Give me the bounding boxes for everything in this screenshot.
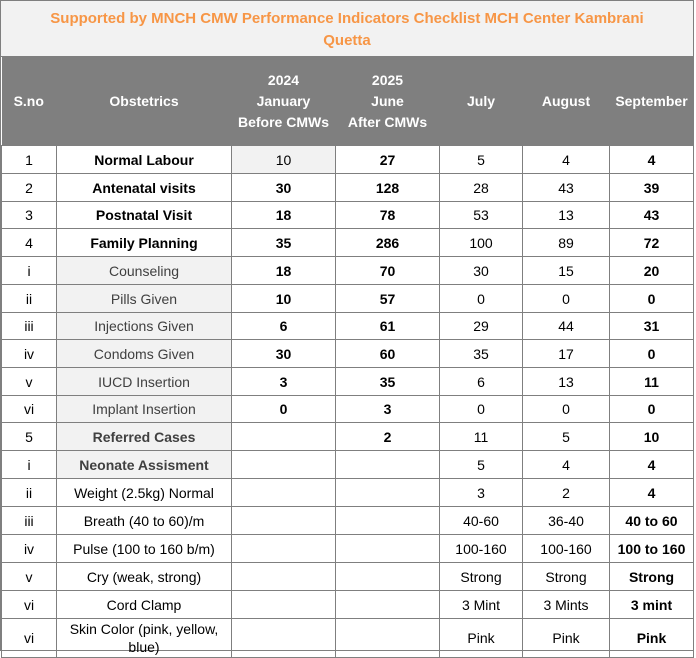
cell-august: 4 [523,146,610,174]
cell-2025 [336,591,440,619]
cell-august: 2 [523,479,610,507]
header-obstetrics: Obstetrics [57,58,232,146]
cell-july: 29 [440,313,523,340]
cell-2025: 128 [336,174,440,202]
cell-sno: vi [2,591,57,619]
cell-2024 [232,535,336,563]
cell-sno: 5 [2,423,57,451]
table-row [2,202,694,229]
cell-july: 53 [440,202,523,229]
cell-label: Cry (weak, strong) [57,563,232,591]
indicators-table [1,57,694,658]
table-row [2,619,694,658]
cell-2024: 18 [232,257,336,285]
header-2024-month: January [256,93,311,109]
cell-2025 [336,563,440,591]
cell-july: Pink [440,619,523,658]
cell-sno: iv [2,340,57,368]
cell-label: Antenatal visits [57,174,232,202]
cell-august: Strong [523,563,610,591]
cell-2025 [336,479,440,507]
cell-2025: 61 [336,313,440,340]
cell-sno: i [2,257,57,285]
header-2024 [232,58,336,146]
cell-july: 0 [440,285,523,313]
cell-label: Weight (2.5kg) Normal [57,479,232,507]
cell-july: Strong [440,563,523,591]
cell-september: 11 [610,368,694,396]
header-2024-year: 2024 [267,72,300,88]
table-row [2,423,694,451]
cell-july: 5 [440,146,523,174]
cell-2024: 10 [232,285,336,313]
cell-july: 35 [440,340,523,368]
cell-july: 40-60 [440,507,523,535]
cell-august: 15 [523,257,610,285]
cell-september: 40 to 60 [610,507,694,535]
header-sno: S.no [2,58,57,146]
cell-2024 [232,563,336,591]
cell-august: 89 [523,229,610,257]
cell-label: Condoms Given [57,340,232,368]
cell-label: Family Planning [57,229,232,257]
table-row [2,396,694,423]
cell-label: Pills Given [57,285,232,313]
cell-2024: 6 [232,313,336,340]
cell-label: Implant Insertion [57,396,232,423]
table-row [2,368,694,396]
cell-2024 [232,619,336,658]
cell-august: 36-40 [523,507,610,535]
cell-september: 0 [610,285,694,313]
header-2025-month: June [371,93,404,109]
cell-august: 3 Mints [523,591,610,619]
cell-2024: 30 [232,340,336,368]
cell-2025: 3 [336,396,440,423]
cell-september: 43 [610,202,694,229]
cell-label: Breath (40 to 60)/m [57,507,232,535]
cell-july: 100-160 [440,535,523,563]
cell-august: 4 [523,451,610,479]
cell-2025 [336,535,440,563]
table-row [2,229,694,257]
title-line-2: Quetta [323,32,371,49]
cell-july: 6 [440,368,523,396]
cell-sno: vi [2,619,57,658]
cell-july: 3 Mint [440,591,523,619]
table-row [2,479,694,507]
cell-2024: 0 [232,396,336,423]
table-row [2,285,694,313]
cell-july: 5 [440,451,523,479]
cell-july: 11 [440,423,523,451]
cell-label: Cord Clamp [57,591,232,619]
cell-september: 4 [610,479,694,507]
cell-sno: 4 [2,229,57,257]
cell-2025: 2 [336,423,440,451]
header-2025-note: After CMWs [347,114,428,130]
cell-sno: i [2,451,57,479]
title-line-1: Supported by MNCH CMW Performance Indicators Checklist MCH Center Kambrani [50,10,644,27]
table-row [2,340,694,368]
cell-july: 3 [440,479,523,507]
table-row [2,257,694,285]
cell-label: Neonate Assisment [57,451,232,479]
cell-2024 [232,423,336,451]
table-row [2,313,694,340]
cell-2025: 35 [336,368,440,396]
header-2025-year: 2025 [371,72,404,88]
cell-2025 [336,451,440,479]
cell-september: Pink [610,619,694,658]
cell-2025: 78 [336,202,440,229]
cell-2025: 70 [336,257,440,285]
cell-2025: 27 [336,146,440,174]
cell-sno: ii [2,285,57,313]
cell-september: 39 [610,174,694,202]
cell-sno: vi [2,396,57,423]
table-row [2,146,694,174]
cell-label: Pulse (100 to 160 b/m) [57,535,232,563]
header-september: September [610,58,694,146]
cell-label: Postnatal Visit [57,202,232,229]
cell-august: 43 [523,174,610,202]
cell-2025 [336,619,440,658]
cell-label: Skin Color (pink, yellow, blue) [57,619,232,658]
table-row [2,451,694,479]
cell-july: 0 [440,396,523,423]
cell-sno: 2 [2,174,57,202]
cell-september: 4 [610,146,694,174]
cell-sno: iii [2,507,57,535]
cell-september: 10 [610,423,694,451]
cell-sno: iii [2,313,57,340]
cell-september: Strong [610,563,694,591]
cell-label: Referred Cases [57,423,232,451]
cell-august: 5 [523,423,610,451]
cell-august: Pink [523,619,610,658]
table-row [2,535,694,563]
cell-label: IUCD Insertion [57,368,232,396]
cell-august: 0 [523,396,610,423]
cell-2025: 57 [336,285,440,313]
cell-august: 0 [523,285,610,313]
cell-july: 28 [440,174,523,202]
cell-august: 44 [523,313,610,340]
cell-september: 3 mint [610,591,694,619]
cell-september: 72 [610,229,694,257]
cell-sno: ii [2,479,57,507]
cell-august: 17 [523,340,610,368]
cell-2024: 10 [232,146,336,174]
cell-label: Injections Given [57,313,232,340]
cell-2024: 3 [232,368,336,396]
header-2024-note: Before CMWs [237,114,329,130]
cell-2024 [232,479,336,507]
cell-august: 13 [523,202,610,229]
header-2025 [336,58,440,146]
cell-july: 100 [440,229,523,257]
cell-september: 20 [610,257,694,285]
cell-sno: 3 [2,202,57,229]
cell-september: 4 [610,451,694,479]
cell-sno: iv [2,535,57,563]
cell-july: 30 [440,257,523,285]
cell-label: Normal Labour [57,146,232,174]
cell-2025: 286 [336,229,440,257]
header-july: July [440,58,523,146]
header-august: August [523,58,610,146]
cell-august: 100-160 [523,535,610,563]
cell-sno: 1 [2,146,57,174]
header-row [2,58,694,146]
cell-2024 [232,591,336,619]
cell-september: 100 to 160 [610,535,694,563]
table-row [2,591,694,619]
table-row [2,174,694,202]
cell-august: 13 [523,368,610,396]
cell-2025 [336,507,440,535]
cell-2024 [232,507,336,535]
cell-sno: v [2,368,57,396]
cell-september: 0 [610,340,694,368]
cell-september: 31 [610,313,694,340]
table-row [2,507,694,535]
sheet-title [1,1,693,57]
cell-2024 [232,451,336,479]
cell-2025: 60 [336,340,440,368]
cell-sno: v [2,563,57,591]
cell-2024: 18 [232,202,336,229]
cell-2024: 35 [232,229,336,257]
cell-september: 0 [610,396,694,423]
cell-label: Counseling [57,257,232,285]
table-row [2,563,694,591]
cell-2024: 30 [232,174,336,202]
